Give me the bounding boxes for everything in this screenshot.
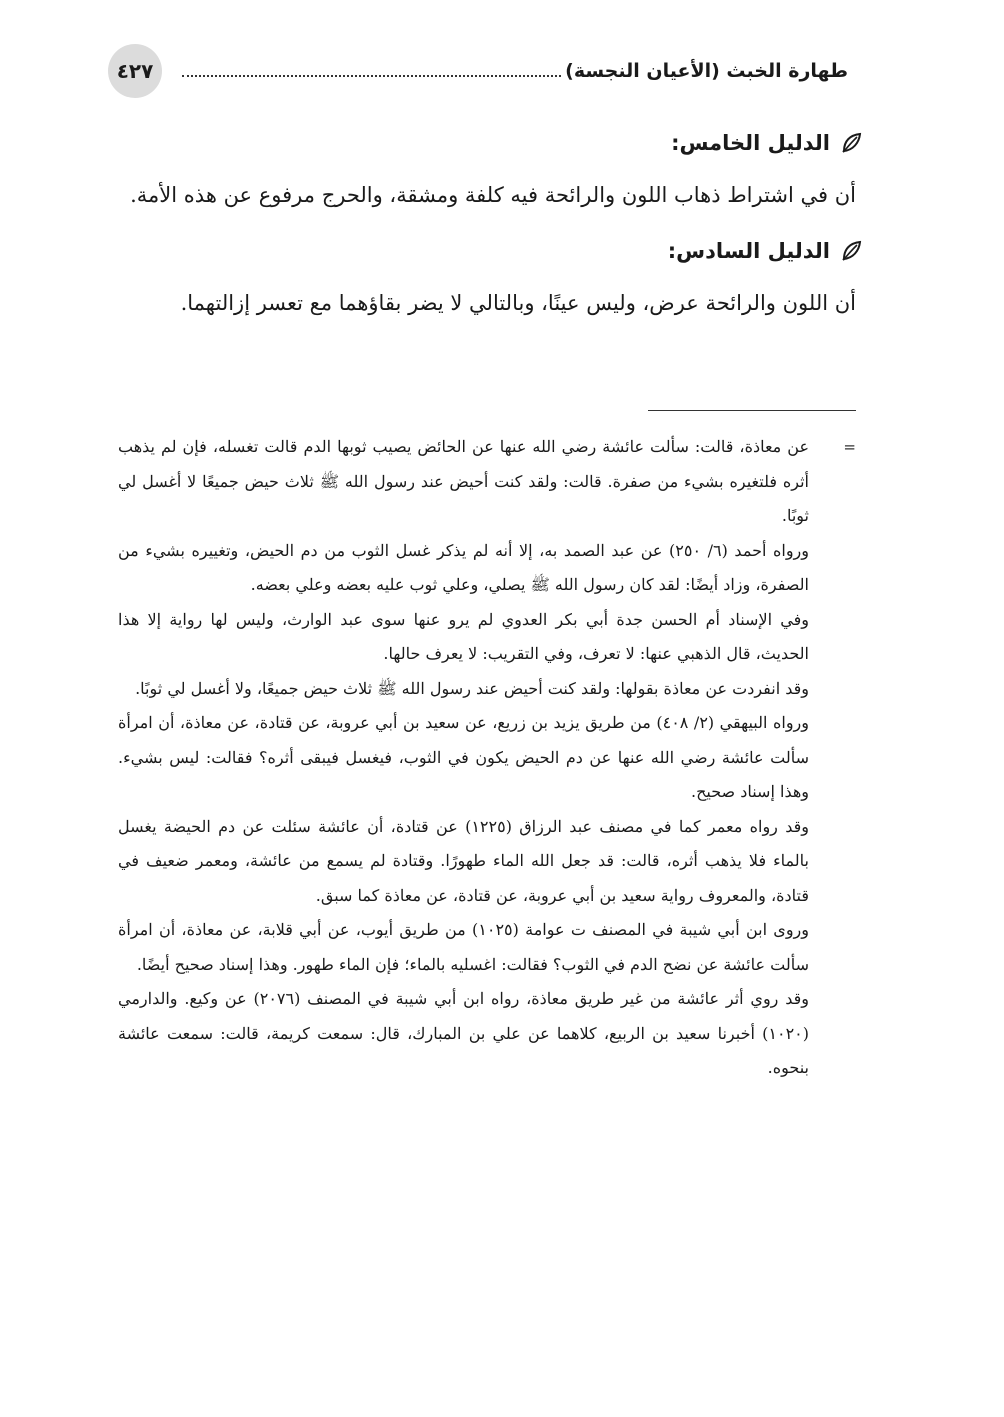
running-title-line xyxy=(182,56,848,86)
heading-text: الدليل السادس: xyxy=(667,239,830,263)
leaf-ornament-icon xyxy=(840,239,864,263)
footnote-paragraph: وقد انفردت عن معاذة بقولها: ولقد كنت أحيض عند رسول الله ﷺ ثلاث حيض جميعًا، ولا أغسل لي ثوبًا. xyxy=(135,678,809,698)
footnote-paragraph: وفي الإسناد أم الحسن جدة أبي بكر العدوي لم يرو عنها سوى عبد الوارث، وليس لها رواية إلا هذا الحديث، قال الذهبي عنها: لا تعرف، وفي التقريب: لا يعرف حالها. xyxy=(118,609,809,663)
footnote-paragraph: وقد روي أثر عائشة من غير طريق معاذة، رواه ابن أبي شيبة في المصنف (٢٠٧٦) عن وكيع. والدارمي (١٠٢٠) أخبرنا سعيد بن الربيع، كلاهما عن علي بن المبارك، قال: سمعت كريمة، قالت: سمعت عائشة بنحوه. xyxy=(118,989,809,1077)
footnote-separator xyxy=(648,410,856,411)
paragraph-fifth-evidence: أن في اشتراط ذهاب اللون والرائحة فيه كلفة ومشقة، والحرج مرفوع عن هذه الأمة. xyxy=(130,183,856,207)
main-text xyxy=(115,118,856,330)
running-title: طهارة الخبث (الأعيان النجسة) xyxy=(565,60,848,82)
footnote-paragraph: ورواه أحمد (٦/ ٢٥٠) عن عبد الصمد به، إلا أنه لم يذكر غسل الثوب من دم الحيض، وتغييره بشيء من الصفرة، وزاد أيضًا: لقد كان رسول الله ﷺ يصلي، وعلي ثوب عليه بعضه وعلي بعضه. xyxy=(118,540,809,594)
leader-dots xyxy=(182,75,561,77)
footnote-paragraph: ورواه البيهقي (٢/ ٤٠٨) من طريق يزيد بن زريع، عن سعيد بن أبي عروبة، عن قتادة، عن معاذة، أن امرأة سألت عائشة رضي الله عنها عن دم الحيض يكون في الثوب، فيغسل فيبقى أثره؟ فقالت: ليس بشيء. وهذا إسناد صحيح. xyxy=(118,713,809,801)
footnotes xyxy=(118,430,809,1086)
page-number: ٤٢٧ xyxy=(108,44,162,98)
heading-text: الدليل الخامس: xyxy=(671,131,830,155)
leaf-ornament-icon xyxy=(840,131,864,155)
footnote-continuation-marker: = xyxy=(843,438,856,456)
running-header xyxy=(108,44,848,100)
section-heading-sixth xyxy=(115,226,864,276)
section-heading-fifth xyxy=(115,118,864,168)
footnote-paragraph: وقد رواه معمر كما في مصنف عبد الرزاق (١٢٢٥) عن قتادة، أن عائشة سئلت عن دم الحيضة يغسل بالماء فلا يذهب أثره، قالت: قد جعل الله الماء طهورًا. وقتادة لم يسمع من عائشة، ومعمر ضعيف في قتادة، والمعروف رواية سعيد بن أبي عروبة، عن قتادة، عن معاذة كما سبق. xyxy=(118,816,809,905)
footnote-paragraph: عن معاذة، قالت: سألت عائشة رضي الله عنها عن الحائض يصيب ثوبها الدم قالت تغسله، فإن لم يذهب أثره فلتغيره بشيء من صفرة. قالت: ولقد كنت أحيض عند رسول الله ﷺ ثلاث حيض جميعًا لا أغسل لي ثوبًا. xyxy=(118,437,809,525)
paragraph-sixth-evidence: أن اللون والرائحة عرض، وليس عينًا، وبالتالي لا يضر بقاؤهما مع تعسر إزالتهما. xyxy=(180,291,856,315)
footnote-paragraph: وروى ابن أبي شيبة في المصنف ت عوامة (١٠٢٥) من طريق أيوب، عن أبي قلابة، عن معاذة، أن امرأة سألت عائشة عن نضح الدم في الثوب؟ فقالت: اغسليه بالماء؛ فإن الماء طهور. وهذا إسناد صحيح أيضًا. xyxy=(118,920,809,974)
